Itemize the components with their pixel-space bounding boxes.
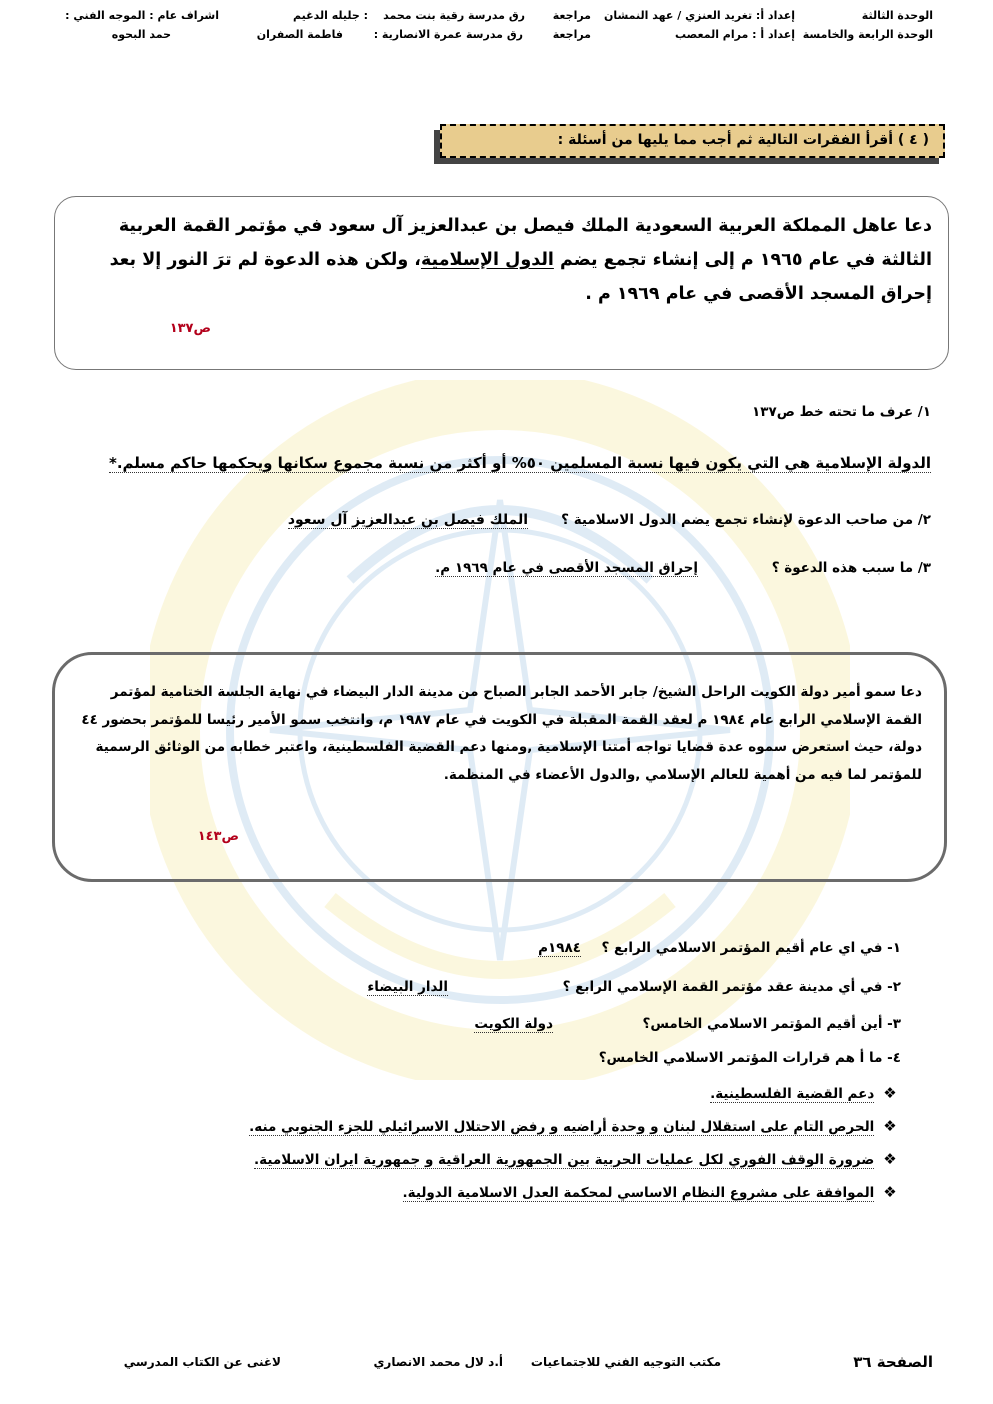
header-review-2: مراجعة	[552, 28, 591, 41]
header-reviewer-1: : جليله الدغيم	[292, 9, 368, 22]
decision-item-3: ❖ ضرورة الوقف الفوري لكل عمليات الحربية بين الجمهورية العراقية و جمهورية ايران الاسلامية.	[254, 1150, 901, 1168]
answer-2-1: ١٩٨٤م	[538, 940, 581, 956]
question-2-1: ١- في اي عام أقيم المؤتمر الاسلامي الرابع ؟	[601, 940, 901, 956]
passage-1-text: دعا عاهل المملكة العربية السعودية الملك فيصل بن عبدالعزيز آل سعود في مؤتمر القمة العربية الثالثة في عام ١٩٦٥ م إلى إنشاء تجمع يضم الدول الإسلامية، ولكن هذه الدعوة لم ترَ النور إلا بعد إحراق المسجد الأقصى في عام ١٩٦٩ م .	[109, 216, 932, 304]
section-title: ( ٤ ) أقرأ الفقرات التالية ثم أجب مما يليها من أسئلة :	[557, 132, 929, 148]
header-supervisor: حمد البحوه	[111, 28, 171, 41]
header-unit-4-5: الوحدة الرابعة والخامسة	[802, 28, 933, 41]
footer-author: أ.د لال محمد الانصاري	[373, 1355, 503, 1369]
header-school-1: رق مدرسة رقية بنت محمد	[383, 9, 525, 22]
answer-1-2: الملك فيصل بن عبدالعزيز آل سعود	[287, 512, 528, 528]
question-1-3: ٣/ ما سبب هذه الدعوة ؟	[771, 560, 931, 576]
header-prep-2: إعداد أ : مرام المعصب	[675, 28, 795, 41]
question-1-2: ٢/ من صاحب الدعوة لإنشاء تجمع يضم الدول الاسلامية ؟	[561, 512, 931, 528]
header-reviewer-2: فاطمة الصفران	[256, 28, 343, 41]
answer-1-3: إحراق المسجد الأقصى في عام ١٩٦٩ م.	[435, 560, 698, 576]
question-2-2: ٢- في أي مدينة عقد مؤتمر القمة الإسلامي الرابع ؟	[562, 979, 901, 995]
diamond-bullet-icon: ❖	[883, 1117, 897, 1135]
passage-1-box	[54, 196, 949, 370]
decision-item-1: ❖ دعم القضية الفلسطينية.	[710, 1084, 901, 1102]
passage-2-page-ref: ص١٤٣	[197, 829, 239, 844]
header-review-1: مراجعة	[552, 9, 591, 22]
diamond-bullet-icon: ❖	[883, 1183, 897, 1201]
header-unit-3: الوحدة الثالثة	[861, 9, 933, 22]
section-title-bar	[440, 124, 945, 158]
footer-page-number: الصفحة ٣٦	[853, 1353, 933, 1371]
footer-office: مكتب التوجيه الفني للاجتماعيات	[530, 1355, 721, 1369]
decision-item-2: ❖ الحرص التام على استقلال لبنان و وحدة أراضيه و رفض الاحتلال الاسرائيلي للجزء الجنوبي منه.	[249, 1117, 901, 1135]
header-prep-1: إعداد أ: تغريد العنزي / عهد النمشان	[603, 9, 795, 22]
answer-2-3: دولة الكويت	[474, 1016, 553, 1032]
passage-1-underlined-term: الدول الإسلامية	[420, 250, 554, 270]
answer-1-1: الدولة الإسلامية هي التي يكون فيها نسبة المسلمين ٥٠% أو أكثر من نسبة مجموع سكانها ويحكمها حاكم مسلم.*	[108, 454, 931, 472]
passage-2-text: دعا سمو أمير دولة الكويت الراحل الشيخ/ جابر الأحمد الجابر الصباح من مدينة الدار البيضاء في نهاية الجلسة الختامية لمؤتمر القمة الإسلامي الرابع عام ١٩٨٤ م لعقد القمة المقبلة في الكويت في عام ١٩٨٧ م، وانتخب سمو الأمير رئيسا للمؤتمر بحضور ٤٤ دولة، حيث استعرض سموه عدة قضايا تواجه أمتنا الإسلامية ,ومنها دعم القضية الفلسطينية، واعتبر خطابه من الوثائق الرسمية للمؤتمر لما فيه من أهمية للعالم الإسلامي ,والدول الأعضاء في المنظمة.	[81, 684, 922, 783]
question-2-3: ٣- أين أقيم المؤتمر الاسلامي الخامس؟	[642, 1016, 901, 1032]
decision-item-4: ❖ الموافقة على مشروع النظام الاساسي لمحكمة العدل الاسلامية الدولية.	[403, 1183, 901, 1201]
header-school-2: رق مدرسة عمرة الانصارية :	[373, 28, 523, 41]
question-1-1: ١/ عرف ما تحته خط ص١٣٧	[752, 404, 931, 420]
footer-note: لاغنى عن الكتاب المدرسي	[123, 1355, 281, 1369]
answer-2-2: الدار البيضاء	[367, 979, 448, 995]
header-supervision: اشراف عام : الموجه الفني :	[65, 9, 219, 22]
question-2-4: ٤- ما أ هم قرارات المؤتمر الاسلامي الخامس؟	[598, 1050, 901, 1066]
passage-1-page-ref: ص١٣٧	[169, 321, 211, 336]
passage-2-box	[52, 652, 947, 882]
diamond-bullet-icon: ❖	[883, 1150, 897, 1168]
diamond-bullet-icon: ❖	[883, 1084, 897, 1102]
